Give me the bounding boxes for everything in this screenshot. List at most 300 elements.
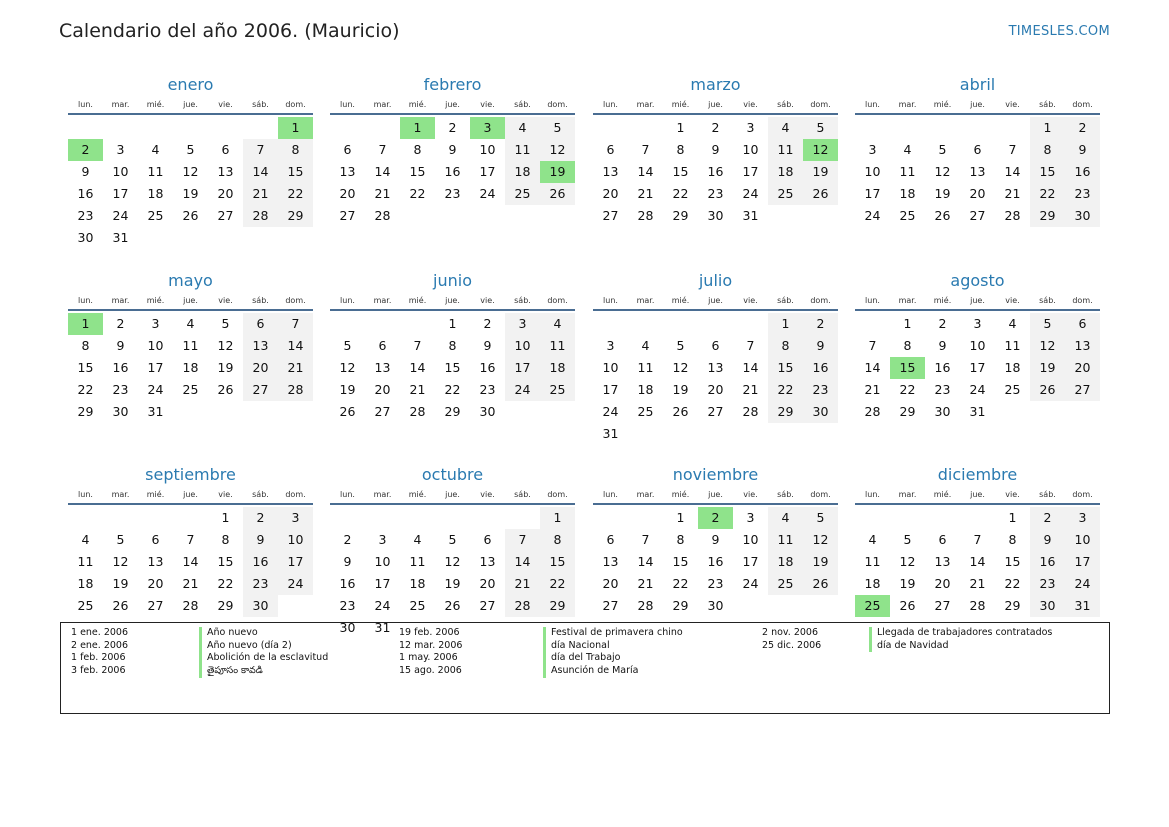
day-cell[interactable]: 10 xyxy=(505,335,540,357)
day-cell[interactable]: 19 xyxy=(217,360,234,375)
day-cell[interactable]: 4 xyxy=(151,142,160,157)
day-cell[interactable]: 9 xyxy=(483,338,492,353)
day-cell[interactable]: 26 xyxy=(444,598,461,613)
day-cell[interactable]: 2 xyxy=(711,120,720,135)
day-cell[interactable]: 9 xyxy=(448,142,457,157)
day-cell[interactable]: 5 xyxy=(221,316,230,331)
day-cell[interactable]: 20 xyxy=(374,382,391,397)
day-cell[interactable]: 13 xyxy=(602,164,619,179)
day-cell[interactable]: 18 xyxy=(505,161,540,183)
day-cell[interactable]: 7 xyxy=(278,313,313,335)
day-cell[interactable]: 30 xyxy=(112,404,129,419)
day-cell[interactable]: 27 xyxy=(374,404,391,419)
day-cell[interactable]: 19 xyxy=(803,161,838,183)
day-cell[interactable]: 22 xyxy=(1030,183,1065,205)
day-cell[interactable]: 7 xyxy=(1008,142,1017,157)
day-cell[interactable]: 16 xyxy=(339,576,356,591)
day-cell[interactable]: 30 xyxy=(339,620,356,635)
day-cell[interactable]: 17 xyxy=(602,382,619,397)
day-cell[interactable]: 12 xyxy=(899,554,916,569)
day-cell[interactable]: 14 xyxy=(969,554,986,569)
day-cell[interactable]: 1 xyxy=(676,120,685,135)
day-cell[interactable]: 11 xyxy=(147,164,164,179)
day-cell[interactable]: 4 xyxy=(641,338,650,353)
day-cell[interactable]: 3 xyxy=(151,316,160,331)
day-cell[interactable]: 11 xyxy=(77,554,94,569)
day-cell[interactable]: 6 xyxy=(1065,313,1100,335)
day-cell[interactable]: 9 xyxy=(343,554,352,569)
day-cell[interactable]: 11 xyxy=(637,360,654,375)
day-cell[interactable]: 1 xyxy=(448,316,457,331)
day-cell[interactable]: 30 xyxy=(243,595,278,617)
day-cell[interactable]: 12 xyxy=(672,360,689,375)
day-cell[interactable]: 5 xyxy=(676,338,685,353)
day-cell[interactable]: 6 xyxy=(973,142,982,157)
day-cell[interactable]: 14 xyxy=(505,551,540,573)
day-cell[interactable]: 17 xyxy=(479,164,496,179)
day-cell[interactable]: 28 xyxy=(182,598,199,613)
day-cell[interactable]: 26 xyxy=(339,404,356,419)
day-cell[interactable]: 4 xyxy=(540,313,575,335)
day-cell[interactable]: 23 xyxy=(112,382,129,397)
day-cell[interactable]: 18 xyxy=(147,186,164,201)
day-cell[interactable]: 24 xyxy=(374,598,391,613)
day-cell[interactable]: 7 xyxy=(746,338,755,353)
day-cell[interactable]: 27 xyxy=(147,598,164,613)
day-cell[interactable]: 24 xyxy=(147,382,164,397)
day-cell[interactable]: 29 xyxy=(444,404,461,419)
day-cell[interactable]: 20 xyxy=(707,382,724,397)
day-cell[interactable]: 31 xyxy=(147,404,164,419)
day-cell[interactable]: 21 xyxy=(278,357,313,379)
day-cell[interactable]: 25 xyxy=(768,183,803,205)
day-cell[interactable]: 21 xyxy=(637,576,654,591)
day-cell[interactable]: 3 xyxy=(868,142,877,157)
day-cell[interactable]: 26 xyxy=(934,208,951,223)
day-cell[interactable]: 5 xyxy=(186,142,195,157)
day-cell[interactable]: 7 xyxy=(505,529,540,551)
day-cell[interactable]: 24 xyxy=(112,208,129,223)
day-cell[interactable]: 26 xyxy=(1030,379,1065,401)
day-cell[interactable]: 25 xyxy=(147,208,164,223)
day-cell[interactable]: 26 xyxy=(540,183,575,205)
day-cell[interactable]: 10 xyxy=(374,554,391,569)
day-cell[interactable]: 15 xyxy=(217,554,234,569)
day-cell[interactable]: 15 xyxy=(1004,554,1021,569)
day-cell[interactable]: 22 xyxy=(540,573,575,595)
holiday-day[interactable]: 1 xyxy=(278,117,313,139)
day-cell[interactable]: 22 xyxy=(278,183,313,205)
day-cell[interactable]: 26 xyxy=(217,382,234,397)
day-cell[interactable]: 20 xyxy=(217,186,234,201)
day-cell[interactable]: 30 xyxy=(707,598,724,613)
day-cell[interactable]: 19 xyxy=(899,576,916,591)
day-cell[interactable]: 3 xyxy=(746,510,755,525)
day-cell[interactable]: 17 xyxy=(505,357,540,379)
day-cell[interactable]: 1 xyxy=(676,510,685,525)
day-cell[interactable]: 18 xyxy=(864,576,881,591)
day-cell[interactable]: 5 xyxy=(938,142,947,157)
day-cell[interactable]: 28 xyxy=(505,595,540,617)
day-cell[interactable]: 20 xyxy=(339,186,356,201)
day-cell[interactable]: 4 xyxy=(505,117,540,139)
day-cell[interactable]: 26 xyxy=(182,208,199,223)
day-cell[interactable]: 19 xyxy=(182,186,199,201)
day-cell[interactable]: 17 xyxy=(1065,551,1100,573)
day-cell[interactable]: 21 xyxy=(864,382,881,397)
day-cell[interactable]: 31 xyxy=(602,426,619,441)
day-cell[interactable]: 27 xyxy=(969,208,986,223)
day-cell[interactable]: 26 xyxy=(112,598,129,613)
day-cell[interactable]: 13 xyxy=(934,554,951,569)
day-cell[interactable]: 25 xyxy=(182,382,199,397)
day-cell[interactable]: 8 xyxy=(540,529,575,551)
day-cell[interactable]: 10 xyxy=(969,338,986,353)
day-cell[interactable]: 23 xyxy=(1030,573,1065,595)
day-cell[interactable]: 24 xyxy=(742,576,759,591)
day-cell[interactable]: 29 xyxy=(1030,205,1065,227)
day-cell[interactable]: 27 xyxy=(707,404,724,419)
day-cell[interactable]: 8 xyxy=(81,338,90,353)
day-cell[interactable]: 23 xyxy=(77,208,94,223)
day-cell[interactable]: 13 xyxy=(969,164,986,179)
day-cell[interactable]: 14 xyxy=(182,554,199,569)
day-cell[interactable]: 20 xyxy=(934,576,951,591)
day-cell[interactable]: 12 xyxy=(217,338,234,353)
day-cell[interactable]: 6 xyxy=(483,532,492,547)
day-cell[interactable]: 7 xyxy=(378,142,387,157)
day-cell[interactable]: 7 xyxy=(413,338,422,353)
day-cell[interactable]: 2 xyxy=(343,532,352,547)
day-cell[interactable]: 20 xyxy=(243,357,278,379)
day-cell[interactable]: 23 xyxy=(934,382,951,397)
day-cell[interactable]: 14 xyxy=(1004,164,1021,179)
day-cell[interactable]: 8 xyxy=(903,338,912,353)
day-cell[interactable]: 28 xyxy=(742,404,759,419)
day-cell[interactable]: 17 xyxy=(112,186,129,201)
day-cell[interactable]: 28 xyxy=(637,598,654,613)
day-cell[interactable]: 10 xyxy=(1065,529,1100,551)
holiday-day[interactable]: 1 xyxy=(400,117,435,139)
day-cell[interactable]: 4 xyxy=(868,532,877,547)
day-cell[interactable]: 20 xyxy=(969,186,986,201)
day-cell[interactable]: 16 xyxy=(112,360,129,375)
day-cell[interactable]: 9 xyxy=(803,335,838,357)
day-cell[interactable]: 16 xyxy=(1030,551,1065,573)
day-cell[interactable]: 26 xyxy=(803,573,838,595)
day-cell[interactable]: 17 xyxy=(278,551,313,573)
day-cell[interactable]: 9 xyxy=(1030,529,1065,551)
day-cell[interactable]: 11 xyxy=(768,139,803,161)
day-cell[interactable]: 15 xyxy=(672,164,689,179)
day-cell[interactable]: 1 xyxy=(903,316,912,331)
day-cell[interactable]: 6 xyxy=(711,338,720,353)
day-cell[interactable]: 3 xyxy=(116,142,125,157)
day-cell[interactable]: 1 xyxy=(540,507,575,529)
day-cell[interactable]: 29 xyxy=(1004,598,1021,613)
day-cell[interactable]: 25 xyxy=(77,598,94,613)
day-cell[interactable]: 9 xyxy=(116,338,125,353)
day-cell[interactable]: 8 xyxy=(1030,139,1065,161)
day-cell[interactable]: 20 xyxy=(602,186,619,201)
day-cell[interactable]: 10 xyxy=(864,164,881,179)
day-cell[interactable]: 26 xyxy=(899,598,916,613)
day-cell[interactable]: 6 xyxy=(221,142,230,157)
day-cell[interactable]: 29 xyxy=(672,598,689,613)
day-cell[interactable]: 1 xyxy=(221,510,230,525)
day-cell[interactable]: 25 xyxy=(899,208,916,223)
day-cell[interactable]: 11 xyxy=(409,554,426,569)
day-cell[interactable]: 12 xyxy=(803,529,838,551)
day-cell[interactable]: 5 xyxy=(116,532,125,547)
day-cell[interactable]: 30 xyxy=(934,404,951,419)
day-cell[interactable]: 2 xyxy=(938,316,947,331)
day-cell[interactable]: 12 xyxy=(112,554,129,569)
day-cell[interactable]: 11 xyxy=(182,338,199,353)
day-cell[interactable]: 19 xyxy=(803,551,838,573)
day-cell[interactable]: 23 xyxy=(444,186,461,201)
day-cell[interactable]: 3 xyxy=(1065,507,1100,529)
day-cell[interactable]: 2 xyxy=(243,507,278,529)
day-cell[interactable]: 2 xyxy=(483,316,492,331)
day-cell[interactable]: 25 xyxy=(540,379,575,401)
day-cell[interactable]: 29 xyxy=(672,208,689,223)
day-cell[interactable]: 13 xyxy=(217,164,234,179)
day-cell[interactable]: 23 xyxy=(803,379,838,401)
day-cell[interactable]: 28 xyxy=(1004,208,1021,223)
day-cell[interactable]: 15 xyxy=(1030,161,1065,183)
day-cell[interactable]: 31 xyxy=(969,404,986,419)
day-cell[interactable]: 12 xyxy=(934,164,951,179)
day-cell[interactable]: 23 xyxy=(243,573,278,595)
day-cell[interactable]: 11 xyxy=(505,139,540,161)
day-cell[interactable]: 4 xyxy=(186,316,195,331)
day-cell[interactable]: 23 xyxy=(479,382,496,397)
day-cell[interactable]: 27 xyxy=(1065,379,1100,401)
day-cell[interactable]: 5 xyxy=(903,532,912,547)
day-cell[interactable]: 2 xyxy=(448,120,457,135)
day-cell[interactable]: 28 xyxy=(278,379,313,401)
day-cell[interactable]: 23 xyxy=(339,598,356,613)
day-cell[interactable]: 14 xyxy=(864,360,881,375)
day-cell[interactable]: 31 xyxy=(112,230,129,245)
day-cell[interactable]: 4 xyxy=(413,532,422,547)
day-cell[interactable]: 9 xyxy=(243,529,278,551)
day-cell[interactable]: 22 xyxy=(899,382,916,397)
day-cell[interactable]: 20 xyxy=(479,576,496,591)
day-cell[interactable]: 15 xyxy=(444,360,461,375)
day-cell[interactable]: 24 xyxy=(602,404,619,419)
holiday-day[interactable]: 3 xyxy=(470,117,505,139)
day-cell[interactable]: 14 xyxy=(742,360,759,375)
day-cell[interactable]: 13 xyxy=(339,164,356,179)
day-cell[interactable]: 18 xyxy=(899,186,916,201)
day-cell[interactable]: 30 xyxy=(77,230,94,245)
day-cell[interactable]: 2 xyxy=(1065,117,1100,139)
day-cell[interactable]: 29 xyxy=(899,404,916,419)
day-cell[interactable]: 16 xyxy=(934,360,951,375)
day-cell[interactable]: 21 xyxy=(243,183,278,205)
day-cell[interactable]: 7 xyxy=(973,532,982,547)
day-cell[interactable]: 22 xyxy=(1004,576,1021,591)
day-cell[interactable]: 17 xyxy=(742,554,759,569)
day-cell[interactable]: 18 xyxy=(182,360,199,375)
day-cell[interactable]: 24 xyxy=(864,208,881,223)
day-cell[interactable]: 21 xyxy=(742,382,759,397)
day-cell[interactable]: 13 xyxy=(147,554,164,569)
day-cell[interactable]: 28 xyxy=(864,404,881,419)
day-cell[interactable]: 3 xyxy=(606,338,615,353)
day-cell[interactable]: 18 xyxy=(637,382,654,397)
day-cell[interactable]: 17 xyxy=(742,164,759,179)
day-cell[interactable]: 24 xyxy=(278,573,313,595)
day-cell[interactable]: 11 xyxy=(1004,338,1021,353)
day-cell[interactable]: 1 xyxy=(768,313,803,335)
day-cell[interactable]: 18 xyxy=(768,161,803,183)
day-cell[interactable]: 27 xyxy=(479,598,496,613)
day-cell[interactable]: 29 xyxy=(768,401,803,423)
day-cell[interactable]: 6 xyxy=(606,142,615,157)
day-cell[interactable]: 4 xyxy=(81,532,90,547)
day-cell[interactable]: 8 xyxy=(278,139,313,161)
day-cell[interactable]: 12 xyxy=(182,164,199,179)
day-cell[interactable]: 28 xyxy=(374,208,391,223)
day-cell[interactable]: 18 xyxy=(1004,360,1021,375)
day-cell[interactable]: 27 xyxy=(243,379,278,401)
day-cell[interactable]: 28 xyxy=(409,404,426,419)
day-cell[interactable]: 24 xyxy=(742,186,759,201)
day-cell[interactable]: 15 xyxy=(278,161,313,183)
day-cell[interactable]: 20 xyxy=(1065,357,1100,379)
day-cell[interactable]: 24 xyxy=(479,186,496,201)
day-cell[interactable]: 2 xyxy=(116,316,125,331)
day-cell[interactable]: 31 xyxy=(1065,595,1100,617)
day-cell[interactable]: 10 xyxy=(147,338,164,353)
day-cell[interactable]: 16 xyxy=(444,164,461,179)
day-cell[interactable]: 13 xyxy=(602,554,619,569)
day-cell[interactable]: 24 xyxy=(505,379,540,401)
day-cell[interactable]: 21 xyxy=(1004,186,1021,201)
day-cell[interactable]: 9 xyxy=(938,338,947,353)
day-cell[interactable]: 15 xyxy=(672,554,689,569)
day-cell[interactable]: 12 xyxy=(1030,335,1065,357)
day-cell[interactable]: 2 xyxy=(1030,507,1065,529)
day-cell[interactable]: 7 xyxy=(243,139,278,161)
day-cell[interactable]: 24 xyxy=(969,382,986,397)
day-cell[interactable]: 8 xyxy=(413,142,422,157)
day-cell[interactable]: 19 xyxy=(1030,357,1065,379)
day-cell[interactable]: 21 xyxy=(505,573,540,595)
day-cell[interactable]: 7 xyxy=(186,532,195,547)
day-cell[interactable]: 3 xyxy=(278,507,313,529)
day-cell[interactable]: 23 xyxy=(707,576,724,591)
day-cell[interactable]: 21 xyxy=(637,186,654,201)
day-cell[interactable]: 12 xyxy=(540,139,575,161)
day-cell[interactable]: 18 xyxy=(77,576,94,591)
day-cell[interactable]: 15 xyxy=(540,551,575,573)
day-cell[interactable]: 23 xyxy=(707,186,724,201)
day-cell[interactable]: 7 xyxy=(641,532,650,547)
day-cell[interactable]: 25 xyxy=(505,183,540,205)
day-cell[interactable]: 6 xyxy=(378,338,387,353)
day-cell[interactable]: 4 xyxy=(903,142,912,157)
day-cell[interactable]: 16 xyxy=(707,164,724,179)
day-cell[interactable]: 19 xyxy=(339,382,356,397)
holiday-day[interactable]: 19 xyxy=(540,161,575,183)
day-cell[interactable]: 4 xyxy=(1008,316,1017,331)
day-cell[interactable]: 26 xyxy=(672,404,689,419)
day-cell[interactable]: 22 xyxy=(672,186,689,201)
day-cell[interactable]: 3 xyxy=(746,120,755,135)
day-cell[interactable]: 22 xyxy=(444,382,461,397)
day-cell[interactable]: 8 xyxy=(676,532,685,547)
day-cell[interactable]: 14 xyxy=(374,164,391,179)
day-cell[interactable]: 12 xyxy=(339,360,356,375)
day-cell[interactable]: 21 xyxy=(409,382,426,397)
day-cell[interactable]: 28 xyxy=(969,598,986,613)
brand-link[interactable]: TIMESLES.COM xyxy=(1008,24,1110,39)
day-cell[interactable]: 15 xyxy=(768,357,803,379)
day-cell[interactable]: 5 xyxy=(343,338,352,353)
day-cell[interactable]: 17 xyxy=(147,360,164,375)
holiday-day[interactable]: 15 xyxy=(890,357,925,379)
day-cell[interactable]: 27 xyxy=(339,208,356,223)
day-cell[interactable]: 18 xyxy=(409,576,426,591)
day-cell[interactable]: 21 xyxy=(182,576,199,591)
day-cell[interactable]: 21 xyxy=(374,186,391,201)
day-cell[interactable]: 3 xyxy=(505,313,540,335)
day-cell[interactable]: 10 xyxy=(742,142,759,157)
day-cell[interactable]: 3 xyxy=(378,532,387,547)
day-cell[interactable]: 8 xyxy=(768,335,803,357)
day-cell[interactable]: 5 xyxy=(448,532,457,547)
day-cell[interactable]: 16 xyxy=(243,551,278,573)
day-cell[interactable]: 9 xyxy=(711,532,720,547)
day-cell[interactable]: 5 xyxy=(803,507,838,529)
day-cell[interactable]: 16 xyxy=(803,357,838,379)
day-cell[interactable]: 2 xyxy=(803,313,838,335)
day-cell[interactable]: 24 xyxy=(1065,573,1100,595)
day-cell[interactable]: 10 xyxy=(112,164,129,179)
day-cell[interactable]: 26 xyxy=(803,183,838,205)
day-cell[interactable]: 27 xyxy=(934,598,951,613)
day-cell[interactable]: 19 xyxy=(444,576,461,591)
day-cell[interactable]: 13 xyxy=(374,360,391,375)
day-cell[interactable]: 6 xyxy=(151,532,160,547)
day-cell[interactable]: 19 xyxy=(934,186,951,201)
day-cell[interactable]: 30 xyxy=(1030,595,1065,617)
day-cell[interactable]: 14 xyxy=(243,161,278,183)
day-cell[interactable]: 6 xyxy=(243,313,278,335)
day-cell[interactable]: 30 xyxy=(1065,205,1100,227)
day-cell[interactable]: 11 xyxy=(768,529,803,551)
day-cell[interactable]: 6 xyxy=(938,532,947,547)
day-cell[interactable]: 7 xyxy=(641,142,650,157)
day-cell[interactable]: 14 xyxy=(409,360,426,375)
day-cell[interactable]: 11 xyxy=(540,335,575,357)
day-cell[interactable]: 22 xyxy=(217,576,234,591)
day-cell[interactable]: 22 xyxy=(672,576,689,591)
day-cell[interactable]: 31 xyxy=(374,620,391,635)
day-cell[interactable]: 8 xyxy=(1008,532,1017,547)
holiday-day[interactable]: 1 xyxy=(68,313,103,335)
holiday-day[interactable]: 2 xyxy=(68,139,103,161)
day-cell[interactable]: 5 xyxy=(803,117,838,139)
day-cell[interactable]: 28 xyxy=(243,205,278,227)
day-cell[interactable]: 10 xyxy=(602,360,619,375)
day-cell[interactable]: 22 xyxy=(77,382,94,397)
day-cell[interactable]: 29 xyxy=(217,598,234,613)
